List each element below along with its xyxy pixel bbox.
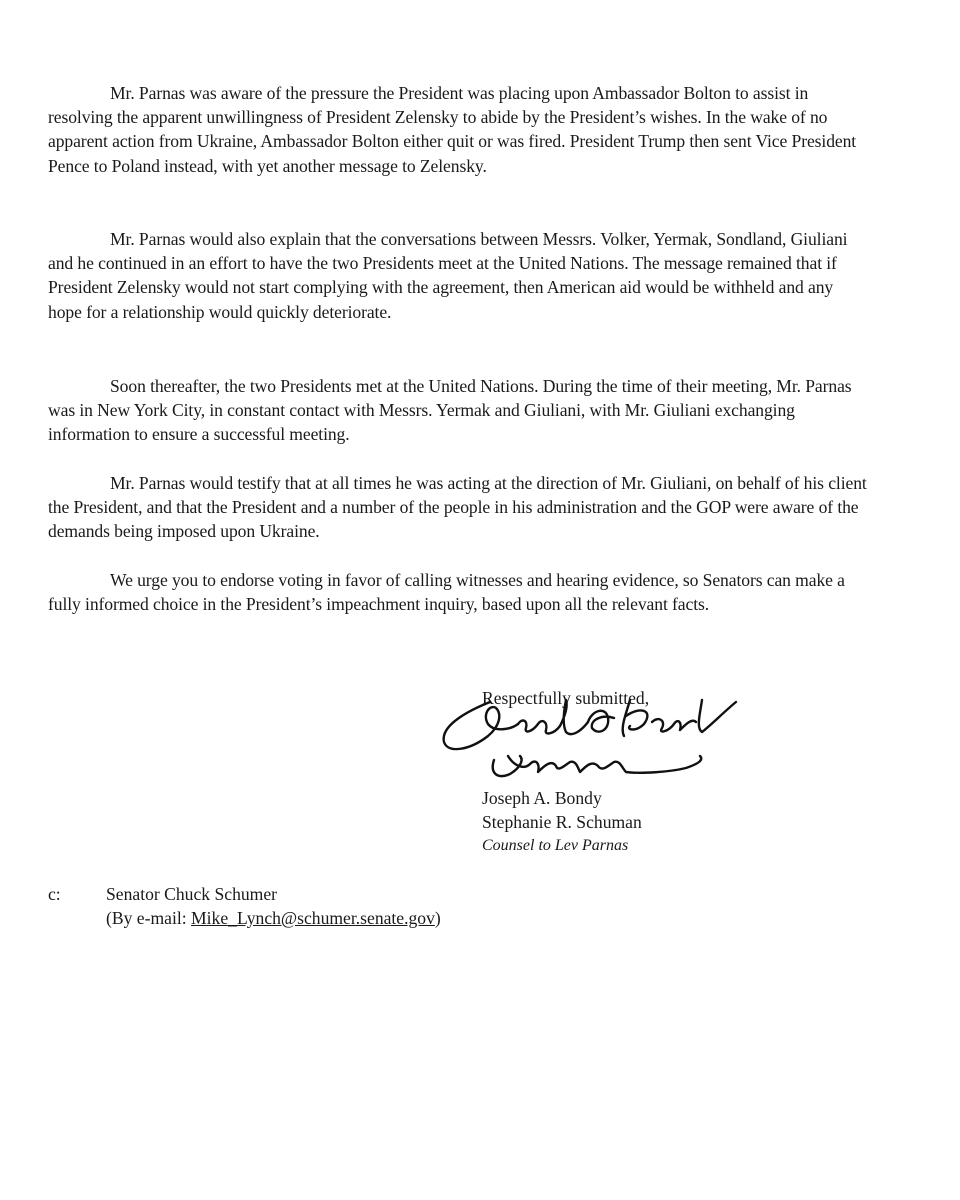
closing-line: Respectfully submitted, <box>482 688 650 708</box>
cc-email-link[interactable]: Mike_Lynch@schumer.senate.gov <box>191 908 435 928</box>
signatory-name-2: Stephanie R. Schuman <box>482 812 642 832</box>
cc-email-suffix: ) <box>434 908 441 928</box>
body-paragraph-2: Mr. Parnas would also explain that the conversations between Messrs. Volker, Yermak, Sondland, Giuliani and he continued in an effort to have the two Presidents meet at the United Nations. The message remained that if President Zelensky would not start complying with the agreement, then American aid would be withheld and any hope for a relationship would quickly deteriorate. <box>48 229 848 322</box>
cc-recipient: Senator Chuck Schumer <box>106 884 278 904</box>
handwritten-signature <box>430 680 770 790</box>
cc-label: c: <box>48 884 61 904</box>
signatory-name-1: Joseph A. Bondy <box>482 788 602 808</box>
body-paragraph-3: Soon thereafter, the two Presidents met at the United Nations. During the time of their meeting, Mr. Parnas was in New York City, in constant contact with Messrs. Yermak and Giuliani, with Mr. Giuliani exchanging information to ensure a successful meeting. <box>48 376 852 445</box>
counsel-role: Counsel to Lev Parnas <box>482 837 629 854</box>
cc-email-line <box>106 908 441 929</box>
cc-email-prefix: (By e-mail: <box>106 908 192 928</box>
body-paragraph-1: Mr. Parnas was aware of the pressure the President was placing upon Ambassador Bolton to assist in resolving the apparent unwillingness of President Zelensky to abide by the President’s wishes. In the wake of no apparent action from Ukraine, Ambassador Bolton either quit or was fired. President Trump then sent Vice President Pence to Poland instead, with yet another message to Zelensky. <box>48 83 857 176</box>
body-paragraph-5: We urge you to endorse voting in favor of calling witnesses and hearing evidence, so Senators can make a fully informed choice in the President’s impeachment inquiry, based upon all the relevant facts. <box>48 570 845 615</box>
body-paragraph-4: Mr. Parnas would testify that at all times he was acting at the direction of Mr. Giuliani, on behalf of his client the President, and that the President and a number of the people in his administration and the GOP were aware of the demands being imposed upon Ukraine. <box>48 473 867 542</box>
